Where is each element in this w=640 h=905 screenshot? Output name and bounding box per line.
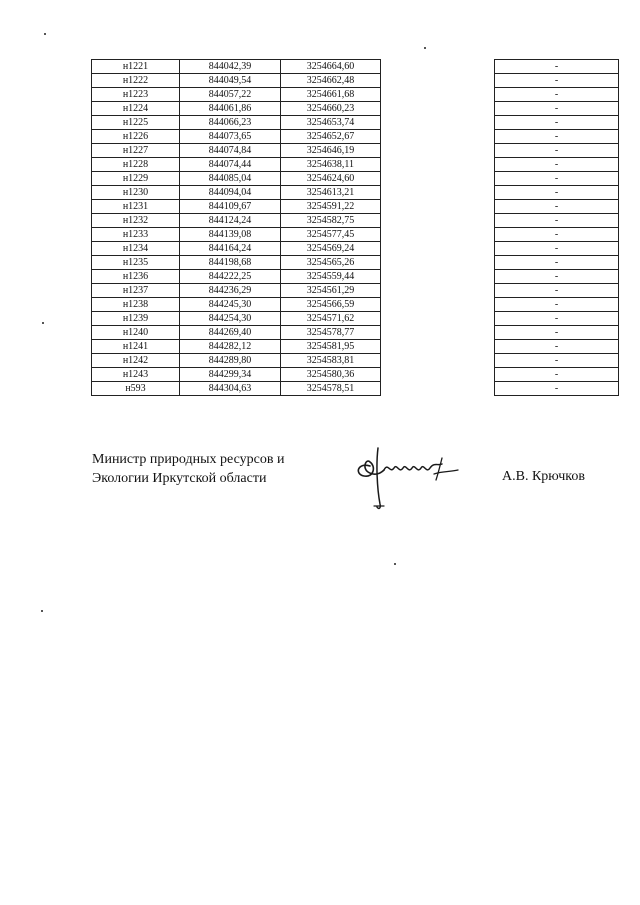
y-coordinate-cell: 3254571,62 bbox=[281, 312, 381, 326]
y-coordinate-cell: 3254664,60 bbox=[281, 60, 381, 74]
point-cell: н1242 bbox=[92, 354, 180, 368]
x-coordinate-cell: 844198,68 bbox=[180, 256, 281, 270]
table-row bbox=[92, 340, 619, 354]
note-cell: - bbox=[495, 214, 619, 228]
table-row bbox=[92, 158, 619, 172]
point-cell: н1235 bbox=[92, 256, 180, 270]
note-cell: - bbox=[495, 144, 619, 158]
note-cell: - bbox=[495, 102, 619, 116]
signatory-title-line-1: Министр природных ресурсов и bbox=[92, 452, 285, 467]
y-coordinate-cell: 3254624,60 bbox=[281, 172, 381, 186]
y-coordinate-cell: 3254661,68 bbox=[281, 88, 381, 102]
empty-cell bbox=[381, 326, 495, 340]
empty-cell bbox=[381, 116, 495, 130]
table-row bbox=[92, 214, 619, 228]
note-cell: - bbox=[495, 172, 619, 186]
point-cell: н1239 bbox=[92, 312, 180, 326]
note-cell: - bbox=[495, 298, 619, 312]
table-row bbox=[92, 186, 619, 200]
y-coordinate-cell: 3254638,11 bbox=[281, 158, 381, 172]
x-coordinate-cell: 844057,22 bbox=[180, 88, 281, 102]
table-row bbox=[92, 284, 619, 298]
x-coordinate-cell: 844074,84 bbox=[180, 144, 281, 158]
point-cell: н1222 bbox=[92, 74, 180, 88]
point-cell: н1232 bbox=[92, 214, 180, 228]
table-row bbox=[92, 368, 619, 382]
note-cell: - bbox=[495, 368, 619, 382]
y-coordinate-cell: 3254559,44 bbox=[281, 270, 381, 284]
note-cell: - bbox=[495, 200, 619, 214]
x-coordinate-cell: 844164,24 bbox=[180, 242, 281, 256]
point-cell: н1228 bbox=[92, 158, 180, 172]
table-row bbox=[92, 74, 619, 88]
empty-cell bbox=[381, 270, 495, 284]
note-cell: - bbox=[495, 116, 619, 130]
point-cell: н1221 bbox=[92, 60, 180, 74]
y-coordinate-cell: 3254561,29 bbox=[281, 284, 381, 298]
y-coordinate-cell: 3254578,51 bbox=[281, 382, 381, 396]
point-cell: н1237 bbox=[92, 284, 180, 298]
empty-cell bbox=[381, 354, 495, 368]
point-cell: н1233 bbox=[92, 228, 180, 242]
x-coordinate-cell: 844236,29 bbox=[180, 284, 281, 298]
point-cell: н1229 bbox=[92, 172, 180, 186]
point-cell: н1227 bbox=[92, 144, 180, 158]
note-cell: - bbox=[495, 60, 619, 74]
note-cell: - bbox=[495, 340, 619, 354]
point-cell: н1241 bbox=[92, 340, 180, 354]
table-row bbox=[92, 88, 619, 102]
y-coordinate-cell: 3254646,19 bbox=[281, 144, 381, 158]
x-coordinate-cell: 844289,80 bbox=[180, 354, 281, 368]
signatory-title-line-2: Экологии Иркутской области bbox=[92, 471, 267, 486]
y-coordinate-cell: 3254569,24 bbox=[281, 242, 381, 256]
y-coordinate-cell: 3254581,95 bbox=[281, 340, 381, 354]
empty-cell bbox=[381, 130, 495, 144]
note-cell: - bbox=[495, 186, 619, 200]
table-row bbox=[92, 326, 619, 340]
point-cell: н1230 bbox=[92, 186, 180, 200]
table-row bbox=[92, 256, 619, 270]
table-row bbox=[92, 242, 619, 256]
note-cell: - bbox=[495, 228, 619, 242]
signatory-name: А.В. Крючков bbox=[502, 469, 585, 484]
x-coordinate-cell: 844049,54 bbox=[180, 74, 281, 88]
note-cell: - bbox=[495, 312, 619, 326]
empty-cell bbox=[381, 256, 495, 270]
empty-cell bbox=[381, 88, 495, 102]
table-row bbox=[92, 60, 619, 74]
note-cell: - bbox=[495, 130, 619, 144]
x-coordinate-cell: 844061,86 bbox=[180, 102, 281, 116]
x-coordinate-cell: 844124,24 bbox=[180, 214, 281, 228]
point-cell: н593 bbox=[92, 382, 180, 396]
table-row bbox=[92, 144, 619, 158]
x-coordinate-cell: 844109,67 bbox=[180, 200, 281, 214]
x-coordinate-cell: 844073,65 bbox=[180, 130, 281, 144]
point-cell: н1231 bbox=[92, 200, 180, 214]
note-cell: - bbox=[495, 256, 619, 270]
x-coordinate-cell: 844245,30 bbox=[180, 298, 281, 312]
scan-speck bbox=[42, 322, 44, 324]
x-coordinate-cell: 844074,44 bbox=[180, 158, 281, 172]
y-coordinate-cell: 3254660,23 bbox=[281, 102, 381, 116]
x-coordinate-cell: 844282,12 bbox=[180, 340, 281, 354]
y-coordinate-cell: 3254653,74 bbox=[281, 116, 381, 130]
point-cell: н1236 bbox=[92, 270, 180, 284]
y-coordinate-cell: 3254578,77 bbox=[281, 326, 381, 340]
y-coordinate-cell: 3254613,21 bbox=[281, 186, 381, 200]
x-coordinate-cell: 844269,40 bbox=[180, 326, 281, 340]
table-row bbox=[92, 270, 619, 284]
empty-cell bbox=[381, 340, 495, 354]
x-coordinate-cell: 844042,39 bbox=[180, 60, 281, 74]
x-coordinate-cell: 844254,30 bbox=[180, 312, 281, 326]
empty-cell bbox=[381, 158, 495, 172]
coordinates-table bbox=[91, 59, 619, 396]
empty-cell bbox=[381, 242, 495, 256]
empty-cell bbox=[381, 312, 495, 326]
table-row bbox=[92, 354, 619, 368]
scan-speck bbox=[44, 33, 46, 35]
y-coordinate-cell: 3254577,45 bbox=[281, 228, 381, 242]
point-cell: н1223 bbox=[92, 88, 180, 102]
coordinates-table-body bbox=[92, 60, 619, 396]
note-cell: - bbox=[495, 284, 619, 298]
x-coordinate-cell: 844304,63 bbox=[180, 382, 281, 396]
x-coordinate-cell: 844222,25 bbox=[180, 270, 281, 284]
x-coordinate-cell: 844299,34 bbox=[180, 368, 281, 382]
note-cell: - bbox=[495, 382, 619, 396]
y-coordinate-cell: 3254566,59 bbox=[281, 298, 381, 312]
y-coordinate-cell: 3254582,75 bbox=[281, 214, 381, 228]
handwritten-signature bbox=[350, 444, 462, 516]
point-cell: н1243 bbox=[92, 368, 180, 382]
x-coordinate-cell: 844085,04 bbox=[180, 172, 281, 186]
y-coordinate-cell: 3254583,81 bbox=[281, 354, 381, 368]
table-row bbox=[92, 172, 619, 186]
point-cell: н1240 bbox=[92, 326, 180, 340]
empty-cell bbox=[381, 382, 495, 396]
empty-cell bbox=[381, 298, 495, 312]
point-cell: н1226 bbox=[92, 130, 180, 144]
y-coordinate-cell: 3254580,36 bbox=[281, 368, 381, 382]
empty-cell bbox=[381, 74, 495, 88]
empty-cell bbox=[381, 200, 495, 214]
scan-speck bbox=[394, 563, 396, 565]
empty-cell bbox=[381, 102, 495, 116]
note-cell: - bbox=[495, 326, 619, 340]
table-row bbox=[92, 130, 619, 144]
point-cell: н1238 bbox=[92, 298, 180, 312]
table-row bbox=[92, 200, 619, 214]
empty-cell bbox=[381, 144, 495, 158]
point-cell: н1234 bbox=[92, 242, 180, 256]
table-row bbox=[92, 228, 619, 242]
empty-cell bbox=[381, 284, 495, 298]
table-row bbox=[92, 102, 619, 116]
scan-speck bbox=[41, 610, 43, 612]
table-row bbox=[92, 116, 619, 130]
note-cell: - bbox=[495, 354, 619, 368]
note-cell: - bbox=[495, 242, 619, 256]
y-coordinate-cell: 3254565,26 bbox=[281, 256, 381, 270]
empty-cell bbox=[381, 172, 495, 186]
note-cell: - bbox=[495, 88, 619, 102]
note-cell: - bbox=[495, 158, 619, 172]
point-cell: н1225 bbox=[92, 116, 180, 130]
scan-speck bbox=[424, 47, 426, 49]
empty-cell bbox=[381, 228, 495, 242]
point-cell: н1224 bbox=[92, 102, 180, 116]
note-cell: - bbox=[495, 74, 619, 88]
empty-cell bbox=[381, 186, 495, 200]
table-row bbox=[92, 298, 619, 312]
x-coordinate-cell: 844094,04 bbox=[180, 186, 281, 200]
y-coordinate-cell: 3254652,67 bbox=[281, 130, 381, 144]
y-coordinate-cell: 3254591,22 bbox=[281, 200, 381, 214]
empty-cell bbox=[381, 214, 495, 228]
empty-cell bbox=[381, 368, 495, 382]
signatory-title bbox=[92, 450, 284, 488]
y-coordinate-cell: 3254662,48 bbox=[281, 74, 381, 88]
empty-cell bbox=[381, 60, 495, 74]
note-cell: - bbox=[495, 270, 619, 284]
x-coordinate-cell: 844066,23 bbox=[180, 116, 281, 130]
table-row bbox=[92, 382, 619, 396]
x-coordinate-cell: 844139,08 bbox=[180, 228, 281, 242]
table-row bbox=[92, 312, 619, 326]
